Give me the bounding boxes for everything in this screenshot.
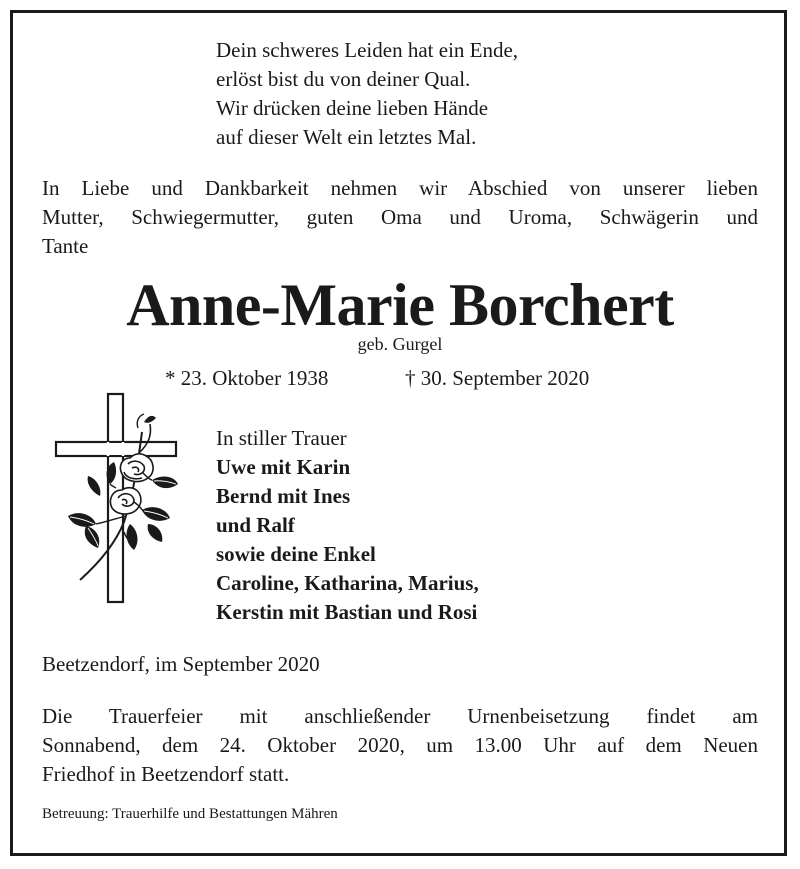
ceremony-text: [42, 702, 758, 789]
mourner-line: Uwe mit Karin: [216, 455, 351, 479]
mourners: [216, 424, 479, 627]
mourners-heading: In stiller Trauer: [216, 426, 347, 450]
ceremony-line: Die Trauerfeier mit anschließender Urnenbeisetzung findet am: [42, 704, 758, 728]
mourner-line: Caroline, Katharina, Marius,: [216, 571, 479, 595]
mourner-line: Kerstin mit Bastian und Rosi: [216, 600, 478, 624]
maiden-name: geb. Gurgel: [357, 334, 443, 354]
mourner-line: Bernd mit Ines: [216, 484, 351, 508]
cross-with-roses-icon: [52, 392, 182, 604]
ceremony-line: Friedhof in Beetzendorf statt.: [42, 762, 290, 786]
intro-line: Tante: [42, 234, 89, 258]
intro-line: Mutter, Schwiegermutter, guten Oma und Uroma, Schwägerin und: [42, 205, 758, 229]
mourner-line: und Ralf: [216, 513, 295, 537]
poem-line: auf dieser Welt ein letztes Mal.: [216, 125, 477, 149]
poem-line: erlöst bist du von deiner Qual.: [216, 67, 471, 91]
place-and-date: Beetzendorf, im September 2020: [42, 652, 320, 676]
ceremony-line: Sonnabend, dem 24. Oktober 2020, um 13.00 Uhr auf dem Neuen: [42, 733, 758, 757]
intro-line: In Liebe und Dankbarkeit nehmen wir Abschied von unserer lieben: [42, 176, 758, 200]
deceased-name: Anne-Marie Borchert: [126, 272, 674, 338]
poem: [216, 36, 518, 152]
death-date: † 30. September 2020: [405, 366, 590, 390]
intro-text: [42, 174, 758, 261]
funeral-service-credit: Betreuung: Trauerhilfe und Bestattungen Mähren: [42, 806, 338, 822]
birth-date: * 23. Oktober 1938: [165, 366, 329, 390]
poem-line: Wir drücken deine lieben Hände: [216, 96, 489, 120]
mourner-line: sowie deine Enkel: [216, 542, 376, 566]
poem-line: Dein schweres Leiden hat ein Ende,: [216, 38, 519, 62]
